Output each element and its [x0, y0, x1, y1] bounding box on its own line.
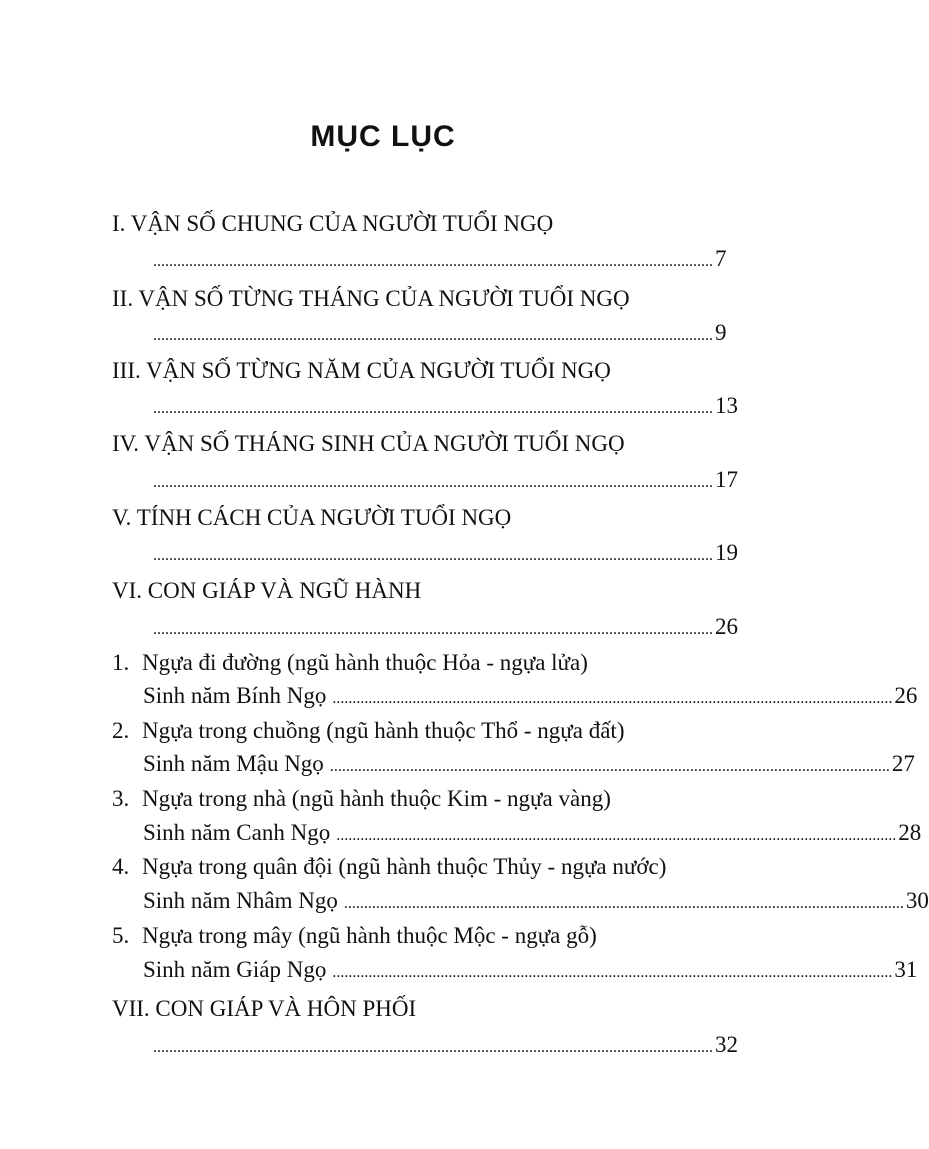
toc-subentry-1-heading[interactable] — [112, 648, 588, 678]
toc-subentry-3-page: 28 — [898, 820, 922, 845]
leader-dots: ............................................................................................................................................ — [343, 895, 904, 912]
toc-subentry-4-page: 30 — [905, 888, 929, 913]
toc-entry-4-page: 17 — [715, 467, 738, 492]
toc-entry-1-page: 7 — [715, 246, 727, 271]
toc-entry-6-leader — [147, 612, 738, 645]
leader-dots: ............................................................................................................................................ — [329, 758, 890, 775]
subentry-number: 2. — [112, 718, 130, 743]
subentry-title: Ngựa trong chuồng (ngũ hành thuộc Thổ - ngựa đất) — [142, 718, 625, 743]
toc-subentry-1-page: 26 — [894, 683, 918, 708]
toc-subentry-3-heading[interactable] — [112, 784, 611, 814]
toc-entry-3-heading[interactable]: III. VẬN SỐ TỪNG NĂM CỦA NGƯỜI TUỔI NGỌ — [112, 358, 611, 383]
leader-dots: ............................................................................................................................................ — [153, 547, 713, 564]
toc-entry-2-leader — [147, 318, 727, 351]
page-title: MỤC LỤC — [310, 120, 456, 153]
subentry-number: 1. — [112, 650, 130, 675]
subentry-year: Sinh năm Mậu Ngọ — [143, 751, 324, 776]
leader-dots: ............................................................................................................................................ — [153, 327, 713, 344]
toc-subentry-5-heading[interactable] — [112, 921, 597, 951]
toc-subentry-2-leader — [143, 749, 915, 782]
toc-entry-1-leader — [147, 244, 727, 277]
leader-dots: ............................................................................................................................................ — [332, 690, 893, 707]
subentry-year: Sinh năm Canh Ngọ — [143, 820, 331, 845]
toc-entry-7-heading[interactable]: VII. CON GIÁP VÀ HÔN PHỐI — [112, 996, 417, 1021]
subentry-year: Sinh năm Giáp Ngọ — [143, 957, 327, 982]
toc-entry-5-page: 19 — [715, 540, 738, 565]
toc-entry-2-heading[interactable]: II. VẬN SỐ TỪNG THÁNG CỦA NGƯỜI TUỔI NGỌ — [112, 286, 630, 311]
leader-dots: ............................................................................................................................................ — [332, 964, 893, 981]
toc-entry-7-page: 32 — [715, 1032, 738, 1057]
leader-dots: ............................................................................................................................................ — [153, 253, 713, 270]
subentry-year: Sinh năm Nhâm Ngọ — [143, 888, 338, 913]
toc-subentry-5-page: 31 — [894, 957, 918, 982]
subentry-year: Sinh năm Bính Ngọ — [143, 683, 327, 708]
subentry-number: 4. — [112, 854, 130, 879]
toc-entry-1-heading[interactable]: I. VẬN SỐ CHUNG CỦA NGƯỜI TUỔI NGỌ — [112, 211, 554, 236]
toc-subentry-4-leader — [143, 886, 929, 919]
toc-subentry-5-leader — [143, 955, 918, 988]
toc-subentry-3-leader — [143, 818, 922, 851]
leader-dots: ............................................................................................................................................ — [153, 621, 713, 638]
leader-dots: ............................................................................................................................................ — [153, 1039, 713, 1056]
toc-entry-3-leader — [147, 391, 738, 424]
toc-entry-6-page: 26 — [715, 614, 738, 639]
toc-subentry-4-heading[interactable] — [112, 852, 666, 882]
leader-dots: ............................................................................................................................................ — [336, 827, 897, 844]
toc-entry-4-leader — [147, 465, 738, 498]
subentry-title: Ngựa trong mây (ngũ hành thuộc Mộc - ngựa gỗ) — [142, 923, 597, 948]
toc-entry-6-heading[interactable]: VI. CON GIÁP VÀ NGŨ HÀNH — [112, 578, 422, 603]
toc-entry-3-page: 13 — [715, 393, 738, 418]
leader-dots: ............................................................................................................................................ — [153, 474, 713, 491]
subentry-title: Ngựa đi đường (ngũ hành thuộc Hỏa - ngựa lửa) — [142, 650, 588, 675]
toc-entry-4-heading[interactable]: IV. VẬN SỐ THÁNG SINH CỦA NGƯỜI TUỔI NGỌ — [112, 431, 625, 456]
toc-entry-2-page: 9 — [715, 320, 727, 345]
toc-entry-7-leader — [147, 1030, 738, 1063]
subentry-title: Ngựa trong nhà (ngũ hành thuộc Kim - ngựa vàng) — [142, 786, 611, 811]
leader-dots: ............................................................................................................................................ — [153, 400, 713, 417]
toc-subentry-2-page: 27 — [891, 751, 915, 776]
subentry-title: Ngựa trong quân đội (ngũ hành thuộc Thủy - ngựa nước) — [142, 854, 667, 879]
subentry-number: 5. — [112, 923, 130, 948]
toc-subentry-2-heading[interactable] — [112, 716, 624, 746]
toc-entry-5-heading[interactable]: V. TÍNH CÁCH CỦA NGƯỜI TUỔI NGỌ — [112, 505, 512, 530]
toc-entry-5-leader — [147, 538, 738, 571]
toc-subentry-1-leader — [143, 681, 918, 714]
subentry-number: 3. — [112, 786, 130, 811]
